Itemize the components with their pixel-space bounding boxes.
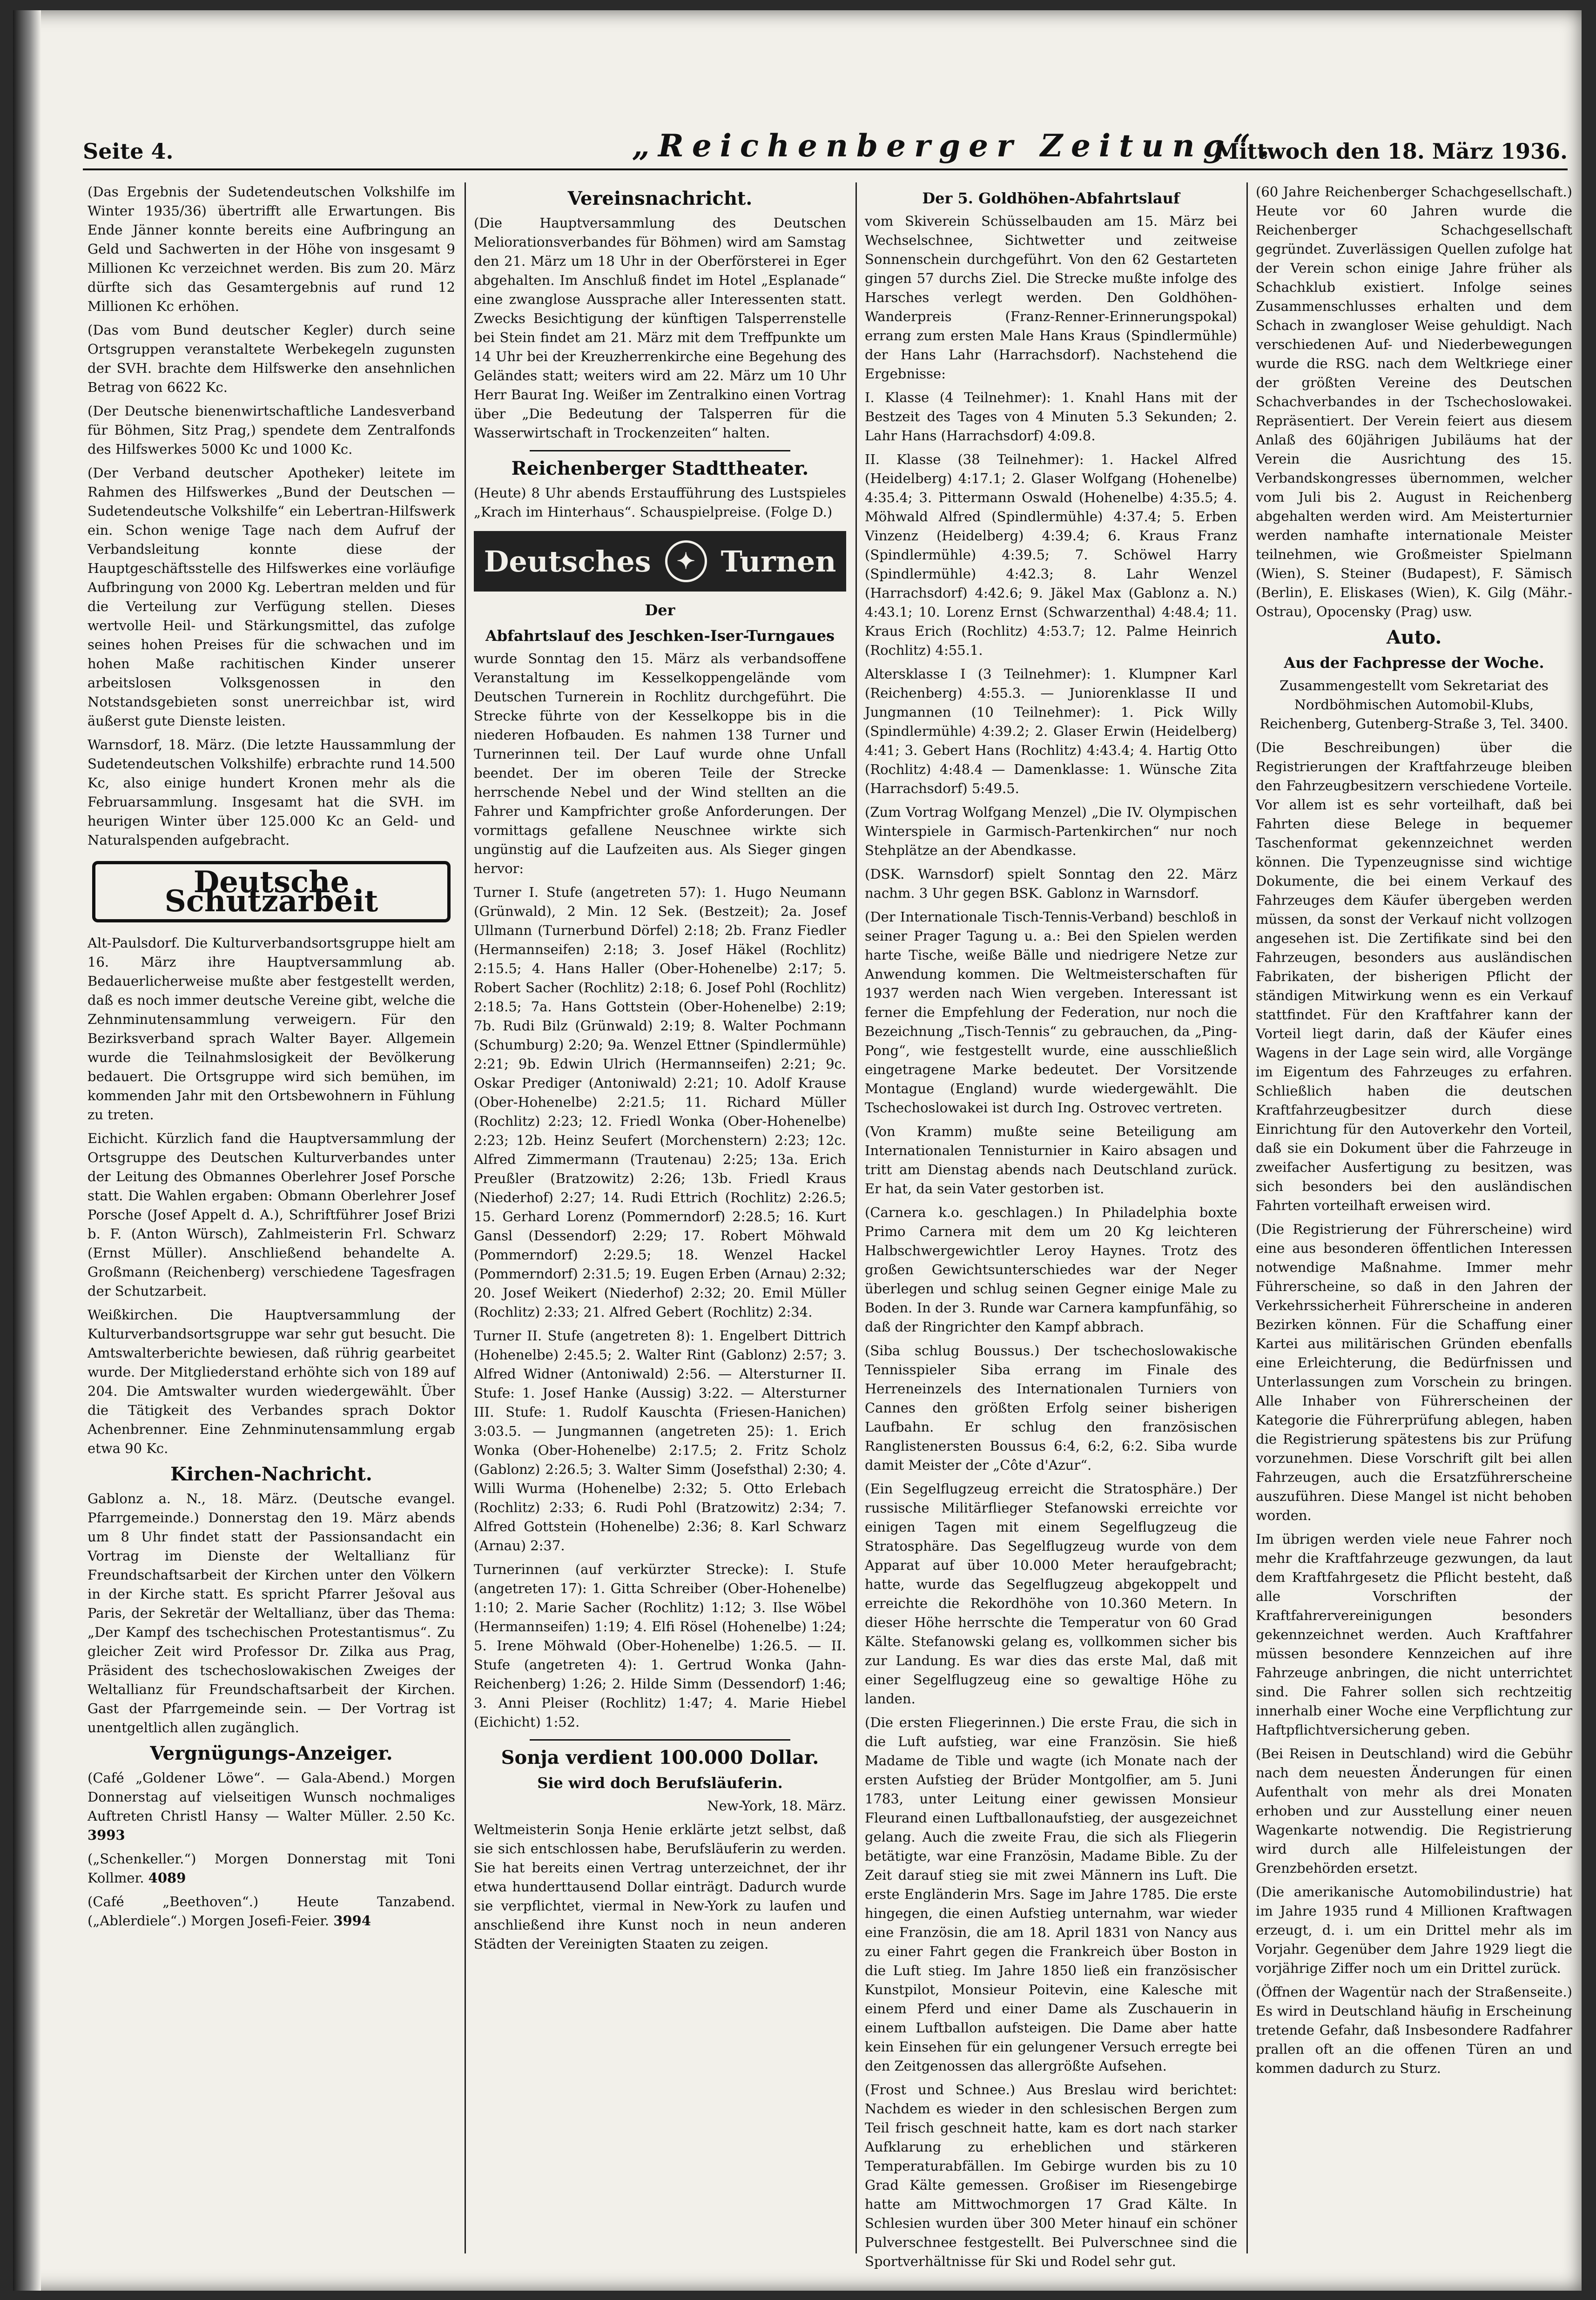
article-paragraph: Turner I. Stufe (angetreten 57): 1. Hugo Neumann (Grünwald), 2 Min. 12 Sek. (Bestzeit); 2a. Josef Ullmann (Turnerbund Dörfel) 2:18; 2b. Franz Fiedler (Hermannseifen) 2:18; 3. Josef Häkel (Rochlitz) 2:15.5; 4. Hans Haller (Ober-Hohenelbe) 2:17; 5. Robert Sacher (Rochlitz) 2:18; 6. Josef Pohl (Rochlitz) 2:18.5; 7a. Hans Gottstein (Ober-Hohenelbe) 2:19; 7b. Rudi Bilz (Grünwald) 2:19; 8. Walter Pochmann (Schumburg) 2:20; 9a. Wenzel Ettner (Spindlermühle) 2:21; 9b. Edwin Ulrich (Hermannseifen) 2:21; 9c. Oskar Prediger (Antoniwald) 2:21; 10. Adolf Krause (Ober-Hohenelbe) 2:21.5; 11. Richard Müller (Rochlitz) 2:23; 12. Friedl Wonka (Ober-Hohenelbe) 2:23; 12b. Heinz Seufert (Morchenstern) 2:23; 12c. Alfred Zimmermann (Trautenau) 2:25; 13a. Erich Preußler (Bratzowitz) 2:26; 13b. Friedl Kraus (Niederhof) 2:27; 14. Rudi Ettrich (Rochlitz) 2:26.5; 15. Gerhard Lorenz (Pommerndorf) 2:28.5; 16. Kurt Gansl (Dessendorf) 2:29; 17. Robert Möhwald (Pommerndorf) 2:29.5; 18. Wenzel Hackel (Pommerndorf) 2:31.5; 19. Eugen Erben (Arnau) 2:32; 20. Josef Weikert (Niederhof) 2:32; 20. Emil Müller (Rochlitz) 2:33; 21. Alfred Gebert (Rochlitz) 2:34. (474, 884, 846, 1320)
article-paragraph: (Der Verband deutscher Apotheker) leitete im Rahmen des Hilfswerkes „Bund der Deutschen — Sudetendeutsche Volkshilfe“ ein Lebertran-Hilfswerk ein. Schon wenige Tage nach dem Aufruf der Verbandsleitung konnte diese der Hauptgeschäftsstelle des Hilfswerkes eine vorläufige Aufbringung von 2000 Kg. Lebertran melden und für die Verteilung zur Verfügung stellen. Dieses wertvolle Heil- und Stärkungsmittel, das zufolge seines hohen Preises für die schwachen und im hohen Maße rachitischen Kinder unserer arbeitslosen Volksgenossen in den Notstandsgebieten sonst unerreichbar ist, wird äußerst gute Dienste leisten. (88, 465, 455, 729)
article-paragraph: Warnsdorf, 18. März. (Die letzte Haussammlung der Sudetendeutschen Volkshilfe) erbrachte rund 14.500 Kc, also einige hundert Kronen mehr als die Februarsammlung. Insgesamt hat die SVH. im heurigen Winter über 125.000 Kc an Geld- und Naturalspenden aufgebracht. (88, 737, 455, 848)
newspaper-title: „Reichenberger Zeitung“. (632, 128, 1278, 164)
ad-entry (88, 1769, 455, 1845)
article-paragraph: (Die ersten Fliegerinnen.) Die erste Frau, die sich in die Luft aufstieg, war eine Französin. Sie hieß Madame de Tible und wagte (ich Monate nach der ersten Aufstieg der Brüder Montgolfier, am 5. Juni 1783, unter Leitung einer gewissen Monsieur Fleurand einen Luftballonaufstieg, der ausgezeichnet gelang. Auch die zweite Frau, die sich als Fliegerin betätigte, war eine Französin, Madame Bible. Zu der Zeit darauf stieg sie mit zwei Männern ins Luft. Die erste Engländerin Mrs. Sage im Jahre 1785. Die erste hingegen, die einen Aufstieg unternahm, war wieder eine Französin, die am 18. April 1831 von Nancy aus zu einer Fahrt gegen die Frankreich über Boston in die Luft stieg. Im Jahre 1850 ließ ein französischer Kunstpilot, Monsieur Poitevin, eine Kalesche mit einem Pferd und einer Dame als Zuschauerin in einem Luftballon aufsteigen. Die Dame aber hatte kein Einsehen für ein gelungener Versuch erregte bei den Zeitgenossen das allergrößte Aufsehen. (865, 1715, 1237, 2074)
article-paragraph: Weltmeisterin Sonja Henie erklärte jetzt selbst, daß sie sich entschlossen habe, Berufsläuferin zu werden. Sie hat bereits einen Vertrag unterzeichnet, der ihr etwa hunderttausend Dollar einträgt. Dadurch wurde sie verpflichtet, viermal in New-York zu laufen und anschließend ihre Kunst noch in neun anderen Städten der Vereinigten Staaten zu zeigen. (474, 1822, 846, 1952)
section-heading: Kirchen-Nachricht. (170, 1463, 372, 1485)
column-rule (1246, 182, 1248, 2253)
article-paragraph: Altersklasse I (3 Teilnehmer): 1. Klumpner Karl (Reichenberg) 4:55.3. — Juniorenklasse II und Jungmannen (10 Teilnehmer): 1. Pick Willy (Spindlermühle) 4:39.2; 2. Glaser Erwin (Heidelberg) 4:41; 3. Gebert Hans (Rochlitz) 4:43.4; 4. Hartig Otto (Rochlitz) 4:48.4 — Damenklasse: 1. Wünsche Zita (Harrachsdorf) 5:49.5. (865, 666, 1237, 796)
article-paragraph: (Von Kramm) mußte seine Beteiligung am Internationalen Tennisturnier in Kairo absagen und tritt am Dienstag abends nach Deutschland zurück. Er hat, da sein Vater gestorben ist. (865, 1123, 1237, 1197)
article-paragraph: vom Skiverein Schüsselbauden am 15. März bei Wechselschnee, Sichtwetter und zeitweise Sonnenschein durchgeführt. Von den 62 Gestarteten gingen 57 durchs Ziel. Die Strecke mußte infolge des Harsches verlegt werden. Den Goldhöhen-Wanderpreis (Franz-Renner-Erinnerungspokal) errang zum ersten Male Hans Kraus (Spindlermühle) der Hans Lahr (Harrachsdorf). Nachstehend die Ergebnisse: (865, 213, 1237, 382)
section-banner (474, 531, 846, 592)
issue-date: Mittwoch den 18. März 1936. (1215, 139, 1568, 164)
article-paragraph: Gablonz a. N., 18. März. (Deutsche evangel. Pfarrgemeinde.) Donnerstag den 19. März abends um 8 Uhr findet statt der Passionsandacht ein Vortrag im Dienste der Weltallianz für Freundschaftsarbeit der Kirchen unter den Völkern in der Kirche statt. Es spricht Pfarrer Ješoval aus Paris, der Sekretär der Weltallianz, über das Thema: „Der Kampf des tschechischen Protestantismus“. Zu gleicher Zeit wird Professor Dr. Zilka aus Prag, Präsident des tschechoslowakischen Zweiges der Weltallianz für Freundschaftsarbeit der Kirchen. Gast der Pfarrgemeinde sein. — Der Vortrag ist unentgeltlich allen zugänglich. (88, 1491, 455, 1735)
article-paragraph: (Zum Vortrag Wolfgang Menzel) „Die IV. Olympischen Winterspiele in Garmisch-Partenkirchen“ nur noch Stehplätze an der Abendkasse. (865, 804, 1237, 858)
article-paragraph: (60 Jahre Reichenberger Schachgesellschaft.) Heute vor 60 Jahren wurde die Reichenberger Schachgesellschaft gegründet. Zuverlässigen Quellen zufolge hat der Verein schon einige Jahre früher als Schachklub existiert. Infolge seines Zusammenschlusses erhalten und dem Schach in zwangloser Weise gehuldigt. Nach verschiedenen Auf- und Niederbewegungen wurde die RSG. nach dem Weltkriege einer der größten Vereine des Deutschen Schachverbandes in der Tschechoslowakei. Repräsentiert. Der Verein feiert aus diesem Anlaß des 60jährigen Jubiläums hat der Verein die Ausrichtung des 15. Verbandskongresses übernommen, welcher vom Juli bis 2. August in Reichenberg abgehalten werden wird. Am Meisterturnier werden namhafte internationale Meister teilnehmen, wie Großmeister Spielmann (Wien), S. Steiner (Budapest), F. Sämisch (Berlin), E. Eliskases (Wien), K. Gilg (Mähr.-Ostrau), Opocensky (Prag) usw. (1256, 184, 1572, 619)
ad-text: (Café „Goldener Löwe“. — Gala-Abend.) Morgen Donnerstag auf vielseitigen Wunsch nochmaliges Auftreten Christl Hansy — Walter Müller. 2.50 Kc. (88, 1770, 455, 1824)
article-paragraph: Eichicht. Kürzlich fand die Hauptversammlung der Ortsgruppe des Deutschen Kulturverbandes unter der Leitung des Obmannes Oberlehrer Josef Porsche statt. Die Wahlen ergaben: Obmann Oberlehrer Josef Porsche (Josef Appelt d. A.), Schriftführer Josef Brizi b. F. (Anton Würsch), Zahlmeisterin Frl. Schwarz (Ernst Müller). Anschließend behandelte A. Großmann (Reichenberg) verschiedene Tagesfragen der Schutzarbeit. (88, 1130, 455, 1299)
dateline: New-York, 18. März. (707, 1798, 846, 1814)
turner-emblem-icon: ✦ (665, 540, 707, 582)
divider (530, 1739, 790, 1741)
column-rule (855, 182, 857, 2253)
article-paragraph: (Der Internationale Tisch-Tennis-Verband) beschloß in seiner Prager Tagung u. a.: Bei den Spielen werden harte Tische, weiße Bälle und niedrigere Netze zur Anwendung kommen. Die Weltmeisterschaften für 1937 werden nach Wien vergeben. Interessant ist ferner die Empfehlung der Federation, nur noch die Bezeichnung „Tisch-Tennis“ zu gebrauchen, da „Ping-Pong“, wie festgestellt wurde, eine ausschließlich eingetragene Marke bedeutet. Der Vorsitzende Montague (England) wurde wiedergewählt. Die Tschechoslowakei ist durch Ing. Ostrovec vertreten. (865, 909, 1237, 1116)
article-paragraph: (Carnera k.o. geschlagen.) In Philadelphia boxte Primo Carnera mit dem um 20 Kg leichteren Halbschwergewichtler Leroy Haynes. Trotz des großen Gewichtsunterschiedes war der Neger überlegen und schlug seinen Gegner einige Male zu Boden. In der 3. Runde war Carnera kampfunfähig, so daß der Ringrichter den Kampf abbrach. (865, 1204, 1237, 1335)
article-paragraph: (Öffnen der Wagentür nach der Straßenseite.) Es wird in Deutschland häufig in Erscheinung tretende Gefahr, daß Insbesondere Radfahrer prallen oft an die offenen Türen an und kommen dadurch zu Sturz. (1256, 1984, 1572, 2076)
article-subheadline: Sie wird doch Berufsläuferin. (537, 1774, 783, 1792)
article-paragraph: (Die Registrierung der Führerscheine) wird eine aus besonderen öffentlichen Interessen notwendige Maßnahme. Immer mehr Führerscheine, so daß in den Jahren der Verkehrssicherheit Führerscheine in anderen Bezirken können. Für die Schaffung einer Kartei aus militärischen Gründen ebenfalls eine Erleichterung, die Bedürfnissen und Unterlassungen zum Vorschein zu bringen. Alle Inhaber von Führerscheinen der Kategorie die Führerprüfung ablegen, haben die Registrierung spätestens bis zur Prüfung vorzunehmen. Diese Vorschrift gilt bei allen Fahrzeugen, auch die Ersatzführerscheine auszuführen. Diese Mangel ist nicht behoben worden. (1256, 1221, 1572, 1523)
article-paragraph: (Die Beschreibungen) über die Registrierungen der Kraftfahrzeuge bleiben den Fahrzeugbesitzern verschiedene Vorteile. Vor allem ist es sehr vorteilhaft, daß bei Fahrten diese Belege in bequemer Taschenformat gekennzeichnet werden können. Die Typenzeugnisse sind wichtige Dokumente, die bei einem Verkauf des Fahrzeuges dem Käufer übergeben werden müssen, da sonst der Verkauf nicht vollzogen angesehen ist. Die Zertifikate sind bei den Fahrzeugen, besonders aus ausländischen Fabrikaten, der bisherigen Pflicht der ständigen Mitwirkung wenn es ein Verkauf stattfindet. Für den Kraftfahrer kann der Vorteil liegt darin, daß der Käufer eines Wagens in der Lage sein wird, alle Vorgänge im Eigentum des Fahrzeuges zu erfahren. Schließlich haben die deutschen Kraftfahrzeugbesitzer durch diese Einrichtung für den Autoverkehr den Vorteil, daß sie ein Dokument über die Fahrzeuge in zweifacher Ausfertigung zu besitzen, was sich besonders bei den ausländischen Fahrten vorteilhaft erweisen wird. (1256, 740, 1572, 1213)
article-paragraph: Zusammengestellt vom Sekretariat des Nordböhmischen Automobil-Klubs, Reichenberg, Gutenberg-Straße 3, Tel. 3400. (1259, 678, 1569, 732)
article-headline: Abfahrtslauf des Jeschken-Iser-Turngaues (485, 627, 835, 645)
article-paragraph: I. Klasse (4 Teilnehmer): 1. Knahl Hans mit der Bestzeit des Tages von 4 Minuten 5.3 Sekunden; 2. Lahr Hans (Harrachsdorf) 4:09.8. (865, 390, 1237, 444)
article-paragraph: (Der Deutsche bienenwirtschaftliche Landesverband für Böhmen, Sitz Prag,) spendete dem Zentralfonds des Hilfswerkes 5000 Kc und 1000 Kc. (88, 403, 455, 457)
ad-list (88, 1769, 455, 1930)
article-paragraph: (Heute) 8 Uhr abends Erstaufführung des Lustspieles „Krach im Hinterhaus“. Schauspielpreise. (Folge D.) (474, 485, 846, 520)
section-heading: Reichenberger Stadttheater. (511, 457, 809, 479)
article-paragraph: (Die Hauptversammlung des Deutschen Meliorationsverbandes für Böhmen) wird am Samstag den 21. März um 18 Uhr in der Oberförsterei in Eger abgehalten. Im Anschluß findet im Hotel „Esplanade“ eine zwanglose Aussprache aller Interessenten statt. Zwecks Besichtigung der künftigen Talsperrenstelle bei Stein findet am 21. März mit dem Treffpunkte um 14 Uhr bei der Kreuzherrenkirche eine Begehung des Geländes statt; weiters wird am 22. März um 10 Uhr Herr Baurat Ing. Weißer im Zentralkino einen Vortrag über „Die Bedeutung der Talsperren für die Wasserwirtschaft in Trockenzeiten“ halten. (474, 215, 846, 441)
column-rule (465, 182, 466, 2253)
page-edge-shadow (13, 10, 41, 2291)
ad-text: („Schenkeller.“) Morgen Donnerstag mit Toni Kollmer. (88, 1851, 455, 1886)
section-subheading: Aus der Fachpresse der Woche. (1284, 654, 1544, 672)
article-paragraph: (Siba schlug Boussus.) Der tschechoslowakische Tennisspieler Siba errang im Finale des Herreneinzels des Internationalen Turniers von Cannes den größten Erfolg seiner bisherigen Laufbahn. Er schlug den französischen Ranglistenersten Boussus 6:4, 6:2, 6:2. Siba wurde damit Meister der „Côte d'Azur“. (865, 1343, 1237, 1473)
newspaper-page (13, 10, 1582, 2291)
ad-number: 3993 (88, 1827, 125, 1843)
ad-entry (88, 1849, 455, 1888)
column-3 (865, 182, 1237, 2269)
ad-number: 3994 (333, 1913, 371, 1929)
article-paragraph: Alt-Paulsdorf. Die Kulturverbandsortsgruppe hielt am 16. März ihre Hauptversammlung ab. Bedauerlicherweise mußte aber festgestellt werden, daß es noch immer deutsche Vereine gibt, welche die Zehnminutensammlung verweigern. Für den Bezirksverband sprach Walter Bayer. Allgemein wurde die Teilnahmslosigkeit der Bevölkerung bedauert. Die Ortsgruppe wird sich bemühen, im kommenden Jahr mit den Ortsbewohnern in Fühlung zu treten. (88, 935, 455, 1123)
article-paragraph: wurde Sonntag den 15. März als verbandsoffene Veranstaltung im Kesselkoppengelände vom Deutschen Turnerein in Rochlitz durchgeführt. Die Strecke führte von der Kesselkoppe bis in die niederen Hofbauden. Es nahmen 138 Turner und Turnerinnen teil. Der Lauf wurde ohne Unfall beendet. Der im oberen Teile der Strecke herrschende Nebel und der Wind stellten an die Fahrer und Kampfrichter große Anforderungen. Der vormittags gefallene Neuschnee wirkte sich ungünstig auf die Laufzeiten aus. Als Sieger gingen hervor: (474, 651, 846, 876)
article-kicker: Der (645, 601, 675, 619)
section-heading: Auto. (1386, 626, 1442, 648)
ad-entry (88, 1892, 455, 1930)
article-paragraph: (DSK. Warnsdorf) spielt Sonntag den 22. März nachm. 3 Uhr gegen BSK. Gablonz in Warnsdorf. (865, 866, 1237, 901)
column-4 (1256, 182, 1572, 2253)
ad-text: (Café „Beethoven“.) Heute Tanzabend. („Ablerdiele“.) Morgen Josefi-Feier. (88, 1894, 455, 1929)
ad-number: 4089 (148, 1870, 186, 1886)
article-paragraph: (Frost und Schnee.) Aus Breslau wird berichtet: Nachdem es wieder in den schlesischen Bergen zum Teil frisch geschneit hatte, kam es dort nach starker Aufklarung zu erheblichen und stärkeren Temperaturabfällen. Im Gebirge wurden bis zu 10 Grad Kälte gemessen. Großiser im Riesengebirge hatte am Mittwochmorgen 17 Grad Kälte. In Schlesien wurden über 300 Meter hinauf ein schöner Pulverschnee festgestellt. Bei Pulverschnee sind die Sportverhältnisse für Ski und Rodel sehr gut. (865, 2082, 1237, 2269)
article-paragraph: Turnerinnen (auf verkürzter Strecke): I. Stufe (angetreten 17): 1. Gitta Schreiber (Ober-Hohenelbe) 1:10; 2. Marie Sacher (Rochlitz) 1:12; 3. Ilse Wöbel (Hermannseifen) 1:19; 4. Elfi Rösel (Hohenelbe) 1:24; 5. Irene Möhwald (Ober-Hohenelbe) 1:26.5. — II. Stufe (angetreten 4): 1. Gertrud Wonka (Jahn-Reichenberg) 1:26; 2. Hilde Simm (Dessendorf) 1:46; 3. Anni Pleiser (Rochlitz) 1:47; 4. Marie Hiebel (Eichicht) 1:52. (474, 1561, 846, 1730)
section-box-heading: Deutsche Schutzarbeit (92, 861, 451, 922)
page-header (83, 127, 1568, 170)
column-2 (474, 182, 846, 2253)
article-headline: Sonja verdient 100.000 Dollar. (501, 1747, 819, 1769)
article-paragraph: (Ein Segelflugzeug erreicht die Stratosphäre.) Der russische Militärflieger Stefanowski erreichte vor einigen Tagen mit einem Segelflugzeug die Stratosphäre. Das Segelflugzeug wurde von dem Apparat auf über 10.000 Meter heraufgebracht; hatte, wurde das Segelflugzeug abgekoppelt und erreichte die Rekordhöhe von 10.360 Metern. In dieser Höhe herrschte die Temperatur von 60 Grad Kälte. Stefanowski gelang es, vollkommen sicher bis zur Landung. Es war dies das erste Mal, daß mit einer Segelflugzeug eine so gewaltige Höhe zu landen. (865, 1481, 1237, 1707)
article-paragraph: (Die amerikanische Automobilindustrie) hat im Jahre 1935 rund 4 Millionen Kraftwagen erzeugt, d. i. um ein Drittel mehr als im Vorjahr. Gegenüber dem Jahre 1929 liegt die vorjährige Ziffer noch um ein Drittel zurück. (1256, 1884, 1572, 1976)
article-paragraph: (Bei Reisen in Deutschland) wird die Gebühr nach dem neuesten Änderungen für einen Aufenthalt von mehr als drei Monaten erhoben und zur Ausstellung einer neuen Wagenkarte notwendig. Die Registrierung wird durch alle Hilfeleistungen der Grenzbehörden ersetzt. (1256, 1746, 1572, 1876)
banner-text-left: Deutsches (484, 544, 651, 578)
article-paragraph: II. Klasse (38 Teilnehmer): 1. Hackel Alfred (Heidelberg) 4:17.1; 2. Glaser Wolfgang (Hohenelbe) 4:35.4; 3. Pittermann Oswald (Hohenelbe) 4:35.5; 4. Möhwald Alfred (Spindlermühle) 4:37.4; 5. Erben Vinzenz (Heidelberg) 4:39.4; 6. Kraus Franz (Spindlermühle) 4:39.5; 7. Schöwel Harry (Spindlermühle) 4:42.3; 8. Lahr Wenzel (Harrachsdorf) 4:42.6; 9. Jäkel Max (Gablonz a. N.) 4:43.1; 10. Lorenz Ernst (Schwarzenthal) 4:48.4; 11. Kraus Erich (Rochlitz) 4:53.7; 12. Palme Heinrich (Rochlitz) 4:55.1. (865, 451, 1237, 658)
section-heading: Vergnügungs-Anzeiger. (150, 1742, 393, 1764)
article-paragraph: (Das Ergebnis der Sudetendeutschen Volkshilfe im Winter 1935/36) übertrifft alle Erwartungen. Bis Ende Jänner konnte bereits eine Aufbringung an Geld und Sachwerten in der Höhe von insgesamt 9 Millionen Kc verzeichnet werden. Bis zum 20. März dürfte sich das Gesamtergebnis auf rund 12 Millionen Kc erhöhen. (88, 184, 455, 314)
banner-text-right: Turnen (721, 544, 836, 578)
article-paragraph: Turner II. Stufe (angetreten 8): 1. Engelbert Dittrich (Hohenelbe) 2:45.5; 2. Walter Rint (Gablonz) 2:57; 3. Alfred Widner (Antoniwald) 2:56. — Altersturner II. Stufe: 1. Josef Hanke (Aussig) 3:22. — Altersturner III. Stufe: 1. Rudolf Kauschta (Friesen-Hanichen) 3:03.5. — Jungmannen (angetreten 25): 1. Erich Wonka (Ober-Hohenelbe) 2:17.5; 2. Fritz Scholz (Gablonz) 2:26.5; 3. Walter Simm (Josefsthal) 2:30; 4. Willi Wurma (Hohenelbe) 2:32; 5. Otto Erlebach (Rochlitz) 2:33; 6. Rudi Pohl (Bratzowitz) 2:34; 7. Alfred Gottstein (Hohenelbe) 2:36; 8. Karl Schwarz (Arnau) 2:37. (474, 1328, 846, 1554)
article-paragraph: (Das vom Bund deutscher Kegler) durch seine Ortsgruppen veranstaltete Werbekegeln zugunsten der SVH. brachte dem Hilfswerke den ansehnlichen Betrag von 6622 Kc. (88, 322, 455, 395)
article-paragraph: Weißkirchen. Die Hauptversammlung der Kulturverbandsortsgruppe war sehr gut besucht. Die Amtswalterberichte bewiesen, daß rührig gearbeitet wurde. Der Mitgliederstand erhöhte sich von 189 auf 204. Die Amtswalter wurden wiedergewählt. Über die Tätigkeit des Verbandes sprach Doktor Achenbrenner. Eine Zehnminutensammlung ergab etwa 90 Kc. (88, 1307, 455, 1456)
article-headline: Der 5. Goldhöhen-Abfahrtslauf (922, 189, 1180, 207)
page-number: Seite 4. (83, 139, 174, 164)
divider (530, 450, 790, 451)
section-heading: Vereinsnachricht. (567, 188, 753, 209)
column-1 (88, 182, 455, 2253)
article-paragraph: Im übrigen werden viele neue Fahrer noch mehr die Kraftfahrzeuge gezwungen, da laut dem Kraftfahrgesetz die Pflicht besteht, daß alle Vorschriften der Kraftfahrervereinigungen besonders gekennzeichnet werden. Auch Kraftfahrer müssen besondere Kennzeichen auf ihre Fahrzeuge anbringen, die nicht unterrichtet sind. Die Fahrer sollen sich rechtzeitig innerhalb einer Woche eine Verpflichtung zur Haftpflichtversicherung geben. (1256, 1531, 1572, 1738)
